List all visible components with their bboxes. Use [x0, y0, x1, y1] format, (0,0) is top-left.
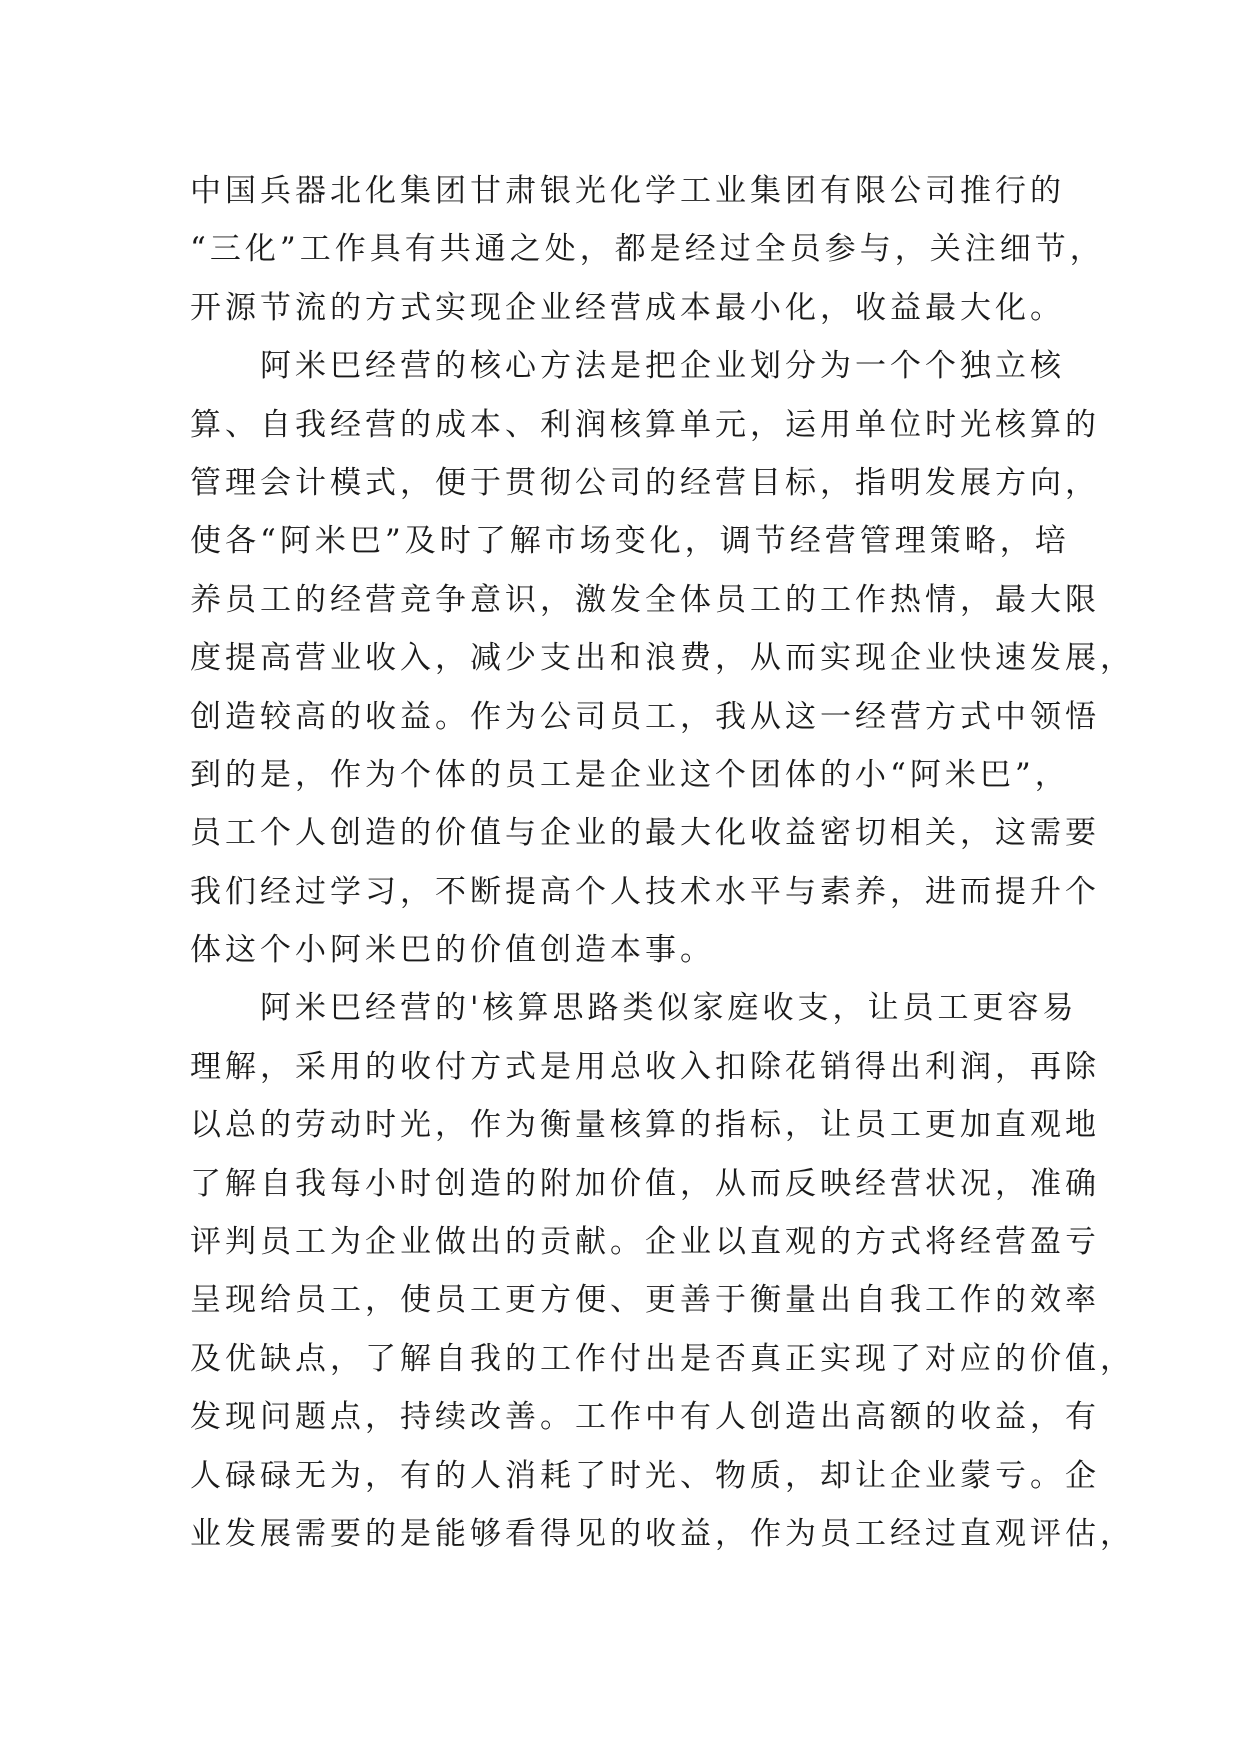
text-line: 到的是，作为个体的员工是企业这个团体的小“阿米巴”， [190, 756, 1070, 793]
text-line: 了解自我每小时创造的附加价值，从而反映经营状况，准确 [190, 1165, 1100, 1202]
text-line: 阿米巴经营的核心方法是把企业划分为一个个独立核 [260, 348, 1065, 385]
text-line: 中国兵器北化集团甘肃银光化学工业集团有限公司推行的 [190, 173, 1065, 209]
text-line: 人碌碌无为，有的人消耗了时光、物质，却让企业蒙亏。企 [190, 1457, 1100, 1494]
text-line: 度提高营业收入，减少支出和浪费，从而实现企业快速发展， [190, 640, 1135, 677]
text-line: 业发展需要的是能够看得见的收益，作为员工经过直观评估， [190, 1515, 1135, 1552]
text-line: 呈现给员工，使员工更方便、更善于衡量出自我工作的效率 [190, 1282, 1100, 1319]
text-line: 及优缺点，了解自我的工作付出是否真正实现了对应的价值， [190, 1340, 1135, 1377]
document-body [190, 162, 1135, 1563]
text-line: 以总的劳动时光，作为衡量核算的指标，让员工更加直观地 [190, 1107, 1100, 1144]
text-line: 理解，采用的收付方式是用总收入扣除花销得出利润，再除 [190, 1048, 1100, 1085]
text-line: 阿米巴经营的'核算思路类似家庭收支，让员工更容易 [260, 990, 1078, 1027]
text-line: 评判员工为企业做出的贡献。企业以直观的方式将经营盈亏 [190, 1224, 1100, 1261]
text-line: 员工个人创造的价值与企业的最大化收益密切相关，这需要 [190, 815, 1100, 852]
text-line: 算、自我经营的成本、利润核算单元，运用单位时光核算的 [190, 406, 1100, 443]
text-line: 体这个小阿米巴的价值创造本事。 [190, 932, 715, 969]
text-line: 使各“阿米巴”及时了解市场变化，调节经营管理策略，培 [190, 523, 1070, 560]
text-line: 发现问题点，持续改善。工作中有人创造出高额的收益，有 [190, 1399, 1100, 1436]
text-line: 养员工的经营竞争意识，激发全体员工的工作热情，最大限 [190, 581, 1100, 618]
text-line: “三化”工作具有共通之处，都是经过全员参与，关注细节， [190, 231, 1105, 268]
text-line: 创造较高的收益。作为公司员工，我从这一经营方式中领悟 [190, 698, 1100, 735]
text-line: 管理会计模式，便于贯彻公司的经营目标，指明发展方向， [190, 464, 1100, 501]
text-line: 我们经过学习，不断提高个人技术水平与素养，进而提升个 [190, 873, 1100, 910]
text-line: 开源节流的方式实现企业经营成本最小化，收益最大化。 [190, 289, 1065, 326]
